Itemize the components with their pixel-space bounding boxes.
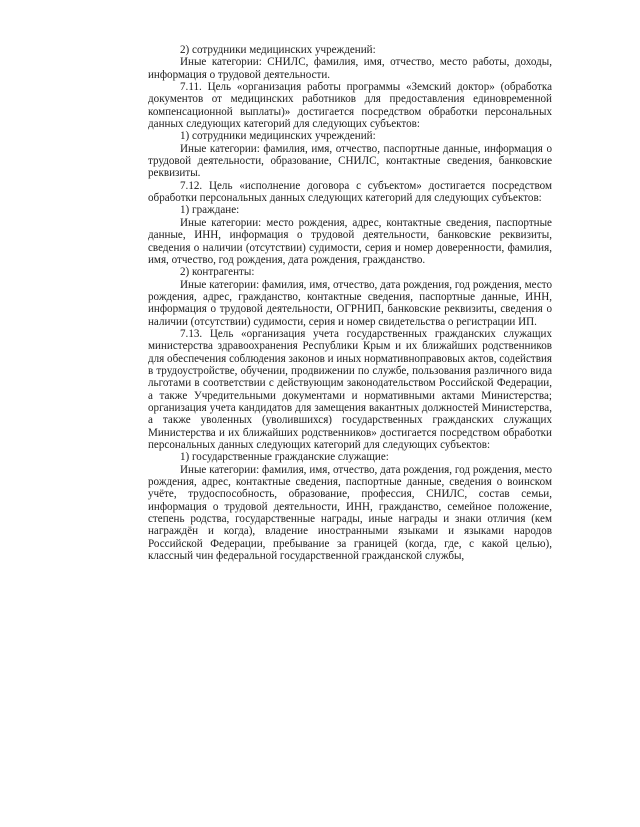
- list-item: 1) граждане:: [180, 204, 240, 217]
- categories-paragraph: Иные категории: СНИЛС, фамилия, имя, отчество, место работы, доходы, информация о трудовой деятельности.: [148, 56, 552, 81]
- list-item: 1) сотрудники медицинских учреждений:: [180, 130, 376, 143]
- list-item: 1) государственные гражданские служащие:: [180, 451, 389, 464]
- categories-paragraph: Иные категории: место рождения, адрес, контактные сведения, паспортные данные, ИНН, информация о трудовой деятельности, банковские реквизиты, сведения о наличии (отсутствии) судимости, серия и номер доверенности, фамилия, имя, отчество, год рождения, дата рождения, гражданство.: [148, 216, 552, 266]
- categories-paragraph: Иные категории: фамилия, имя, отчество, дата рождения, год рождения, место рождения, адрес, гражданство, контактные сведения, паспортные данные, ИНН, информация о трудовой деятельности, ОГРНИП, банковские реквизиты, сведения о наличии (отсутствии) судимости, серия и номер свидетельства о регистрации ИП.: [148, 278, 552, 328]
- section-7-12-paragraph: 7.12. Цель «исполнение договора с субъектом» достигается посредством обработки персональных данных следующих категорий для следующих субъектов:: [148, 179, 552, 205]
- categories-paragraph: Иные категории: фамилия, имя, отчество, дата рождения, год рождения, место рождения, адрес, контактные сведения, паспортные данные, сведения о воинском учёте, трудоспособность, образование, профессия, СНИЛС, состав семьи, информация о трудовой деятельности, ИНН, гражданство, семейное положение, степень родства, государственные награды, иные награды и знаки отличия (кем награждён и когда), владение иностранными языками и языками народов Российской Федерации, пребывание за границей (когда, где, с какой целью), классный чин федеральной государственной гражданской службы,: [148, 463, 552, 563]
- section-7-11-paragraph: 7.11. Цель «организация работы программы «Земский доктор» (обработка документов от медицинских работников для предоставления единовременной компенсационной выплаты)» достигается посредством обработки персональных данных следующих категорий для следующих субъектов:: [148, 81, 552, 131]
- list-item: 2) сотрудники медицинских учреждений:: [180, 44, 376, 56]
- categories-paragraph: Иные категории: фамилия, имя, отчество, паспортные данные, информация о трудовой деятельности, образование, СНИЛС, контактные сведения, банковские реквизиты.: [148, 142, 552, 180]
- list-item: 2) контрагенты:: [180, 266, 255, 279]
- document-body: [148, 44, 552, 562]
- section-7-13-paragraph: 7.13. Цель «организация учета государственных гражданских служащих министерства здравоохранения Республики Крым и их ближайших родственников для обеспечения соблюдения законов и иных нормативноправовых актов, содействия в трудоустройстве, обучении, продвижении по службе, пользования различного вида льготами в соответствии с действующим законодательством Российской Федерации, а также Учредительными документами и нормативными актами Министерства; организация учета кандидатов для замещения вакантных должностей Министерства, а также уволенных (уволившихся) государственных гражданских служащих Министерства и их ближайших родственников» достигается посредством обработки персональных данных следующих категорий для следующих субъектов:: [148, 327, 552, 451]
